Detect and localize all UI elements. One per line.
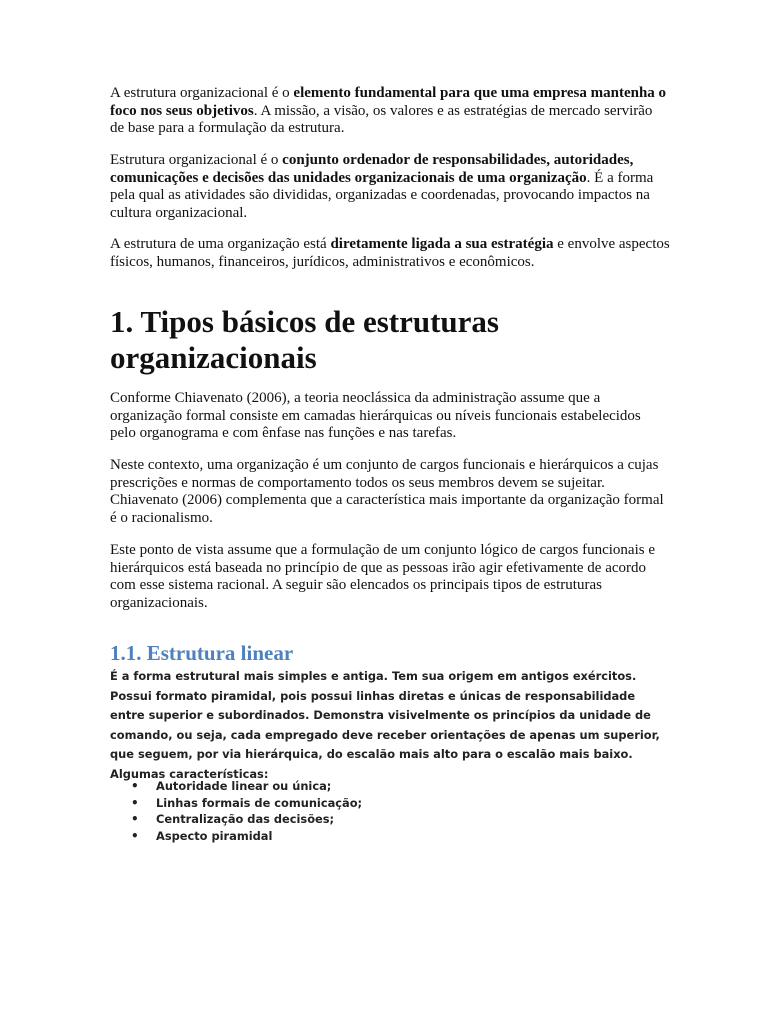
p2-text-end: . É a forma pela qual as atividades são divididas, organizadas e coordenadas, provocando impactos na cultura organizacional. (110, 169, 654, 221)
p1-text-end: . A missão, a visão, os valores e as estratégias de mercado servirão de base para a formulação da estrutura. (110, 102, 653, 136)
list-item-text: Linhas formais de comunicação; (156, 795, 363, 810)
list-item (110, 795, 362, 812)
section-1-paragraph-3: Este ponto de vista assume que a formulação de um conjunto lógico de cargos funcionais e hierárquicos está baseada no princípio de que as pessoas irão agir efetivamente de acordo com esse sistema racional. A seguir são elencados os principais tipos de estruturas organizacionais. (110, 542, 655, 611)
bullet-icon: • (131, 812, 139, 826)
list-item-text: Autoridade linear ou única; (156, 779, 332, 793)
list-item (110, 778, 362, 795)
section-1-paragraph-2: Neste contexto, uma organização é um conjunto de cargos funcionais e hierárquicos a cujas prescrições e normas de comportamento todos os seus membros devem se sujeitar. Chiavenato (2006) complementa que a característica mais importante da organização formal é o racionalismo. (110, 457, 664, 526)
p1-text-start: A estrutura organizacional é o (110, 85, 294, 101)
p2-bold-phrase: conjunto ordenador de responsabilidades, autoridades, comunicações e decisões das unidades organizacionais de uma organização (110, 152, 634, 186)
characteristics-list (110, 778, 362, 844)
bullet-icon: • (131, 779, 139, 793)
intro-paragraph-1 (110, 85, 670, 138)
section-1-1-paragraph: É a forma estrutural mais simples e antiga. Tem sua origem em antigos exércitos. Possui formato piramidal, pois possui linhas diretas e únicas de responsabilidade entre superior e subordinados. Demonstra visivelmente os princípios da unidade de comando, ou seja, cada empregado deve receber orientações de apenas um superior, que seguem, por via hierárquica, do escalão mais alto para o escalão mais baixo. Algumas características: (110, 669, 660, 781)
p3-text-end: e envolve aspectos físicos, humanos, financeiros, jurídicos, administrativos e econômicos. (110, 236, 670, 270)
intro-paragraph-2 (110, 152, 670, 222)
list-item-text: Aspecto piramidal (156, 828, 273, 843)
bullet-icon: • (131, 795, 139, 810)
p3-bold-phrase: diretamente ligada a sua estratégia (330, 236, 554, 252)
list-item-text: Centralização das decisões; (156, 812, 335, 826)
section-1-1-heading: 1.1. Estrutura linear (110, 641, 294, 665)
section-1-heading: 1. Tipos básicos de estruturas organizacionais (110, 304, 499, 375)
p3-text-start: A estrutura de uma organização está (110, 236, 331, 252)
intro-paragraph-3 (110, 236, 670, 271)
list-item (110, 828, 362, 845)
bullet-icon: • (131, 828, 139, 843)
p1-bold-phrase: elemento fundamental para que uma empresa mantenha o foco nos seus objetivos (110, 85, 667, 119)
p2-text-start: Estrutura organizacional é o (110, 152, 283, 168)
section-1-paragraph-1: Conforme Chiavenato (2006), a teoria neoclássica da administração assume que a organização formal consiste em camadas hierárquicas ou níveis funcionais estabelecidos pelo organograma e com ênfase nas funções e nas tarefas. (110, 390, 641, 441)
list-item (110, 811, 362, 828)
